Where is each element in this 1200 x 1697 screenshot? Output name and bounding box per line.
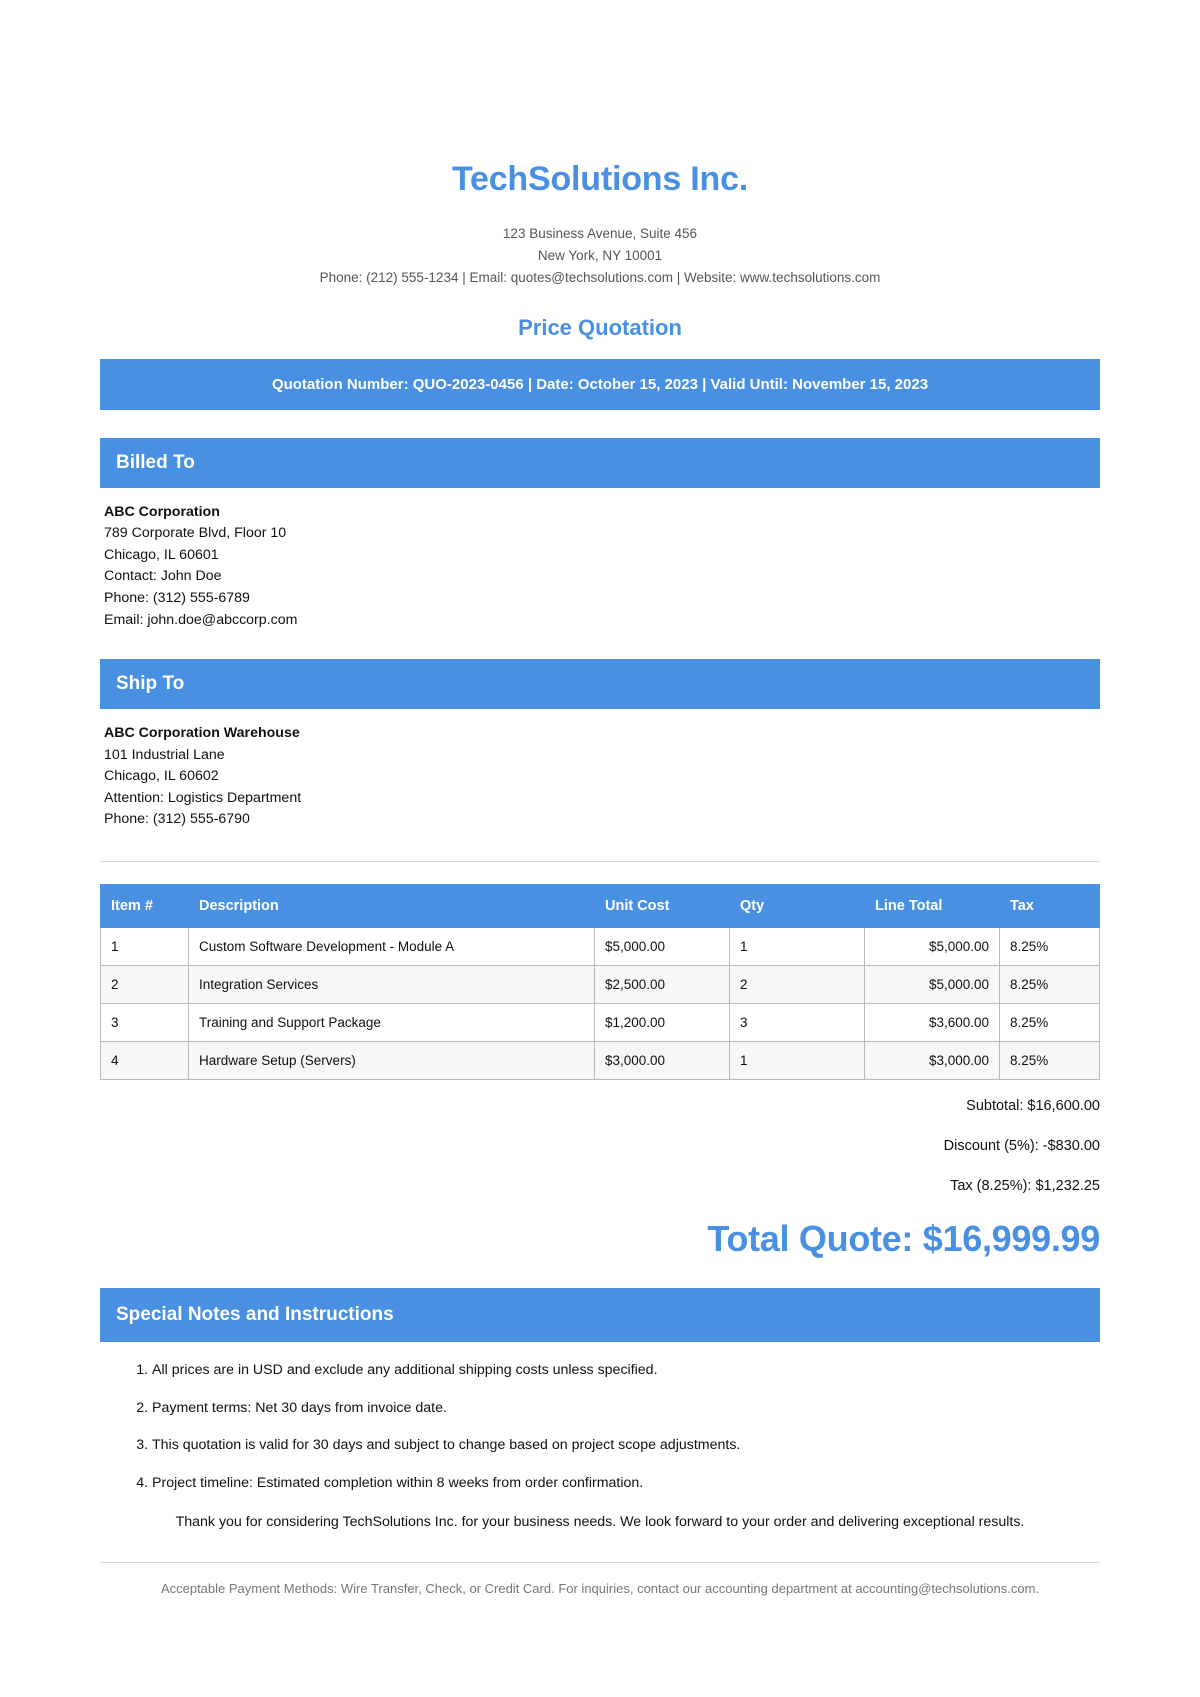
section-divider: [100, 861, 1100, 862]
company-address-line-2: New York, NY 10001: [537, 247, 663, 263]
cell-tax: 8.25%: [1000, 1042, 1100, 1080]
cell-unit-cost: $5,000.00: [595, 928, 730, 966]
cell-tax: 8.25%: [1000, 928, 1100, 966]
column-header-item: Item #: [101, 885, 189, 928]
quotation-info-bar: Quotation Number: QUO-2023-0456 | Date: October 15, 2023 | Valid Until: November 15, 2023: [100, 359, 1100, 410]
cell-item-number: 1: [101, 928, 189, 966]
billed-to-email: Email: john.doe@abccorp.com: [104, 611, 298, 628]
cell-description: Integration Services: [189, 966, 595, 1004]
column-header-tax: Tax: [1000, 885, 1100, 928]
billed-to-contact: Contact: John Doe: [104, 568, 222, 585]
ship-to-org: ABC Corporation Warehouse: [104, 725, 300, 742]
ship-to-address: [100, 709, 1100, 831]
company-contact-block: [100, 223, 1100, 289]
table-row: [101, 1004, 1100, 1042]
company-address-line-1: 123 Business Avenue, Suite 456: [502, 226, 698, 242]
cell-unit-cost: $2,500.00: [595, 966, 730, 1004]
billed-to-address: [100, 488, 1100, 631]
column-header-qty: Qty: [730, 885, 865, 928]
special-notes-heading: Special Notes and Instructions: [100, 1288, 1100, 1342]
cell-qty: 1: [730, 928, 865, 966]
ship-to-attention: Attention: Logistics Department: [104, 789, 302, 806]
cell-line-total: $3,000.00: [865, 1042, 1000, 1080]
company-contact-line: Phone: (212) 555-1234 | Email: quotes@techsolutions.com | Website: www.techsolutions.com: [319, 269, 881, 285]
column-header-line-total: Line Total: [865, 885, 1000, 928]
cell-tax: 8.25%: [1000, 1004, 1100, 1042]
footer-text: Acceptable Payment Methods: Wire Transfer, Check, or Credit Card. For inquiries, contact our accounting department at accounting@techsolutions.com.: [160, 1581, 1040, 1597]
totals-section: [100, 1098, 1100, 1194]
cell-line-total: $5,000.00: [865, 966, 1000, 1004]
column-header-unit-cost: Unit Cost: [595, 885, 730, 928]
cell-line-total: $5,000.00: [865, 928, 1000, 966]
billed-to-line-1: 789 Corporate Blvd, Floor 10: [104, 525, 287, 542]
cell-qty: 3: [730, 1004, 865, 1042]
line-items-table: [100, 884, 1100, 1080]
cell-item-number: 2: [101, 966, 189, 1004]
cell-description: Training and Support Package: [189, 1004, 595, 1042]
billed-to-heading: Billed To: [100, 438, 1100, 488]
ship-to-line-2: Chicago, IL 60602: [104, 768, 219, 785]
cell-unit-cost: $3,000.00: [595, 1042, 730, 1080]
table-header-row: [101, 885, 1100, 928]
thank-you-message: Thank you for considering TechSolutions Inc. for your business needs. We look forward to your order and delivering exceptional results.: [175, 1514, 1025, 1531]
discount-line: Discount (5%): -$830.00: [943, 1138, 1100, 1155]
ship-to-heading: Ship To: [100, 659, 1100, 709]
footer-divider: [100, 1562, 1100, 1563]
table-row: [101, 928, 1100, 966]
list-item: 3. This quotation is valid for 30 days and subject to change based on project scope adjustments.: [152, 1435, 1100, 1456]
cell-qty: 2: [730, 966, 865, 1004]
billed-to-org: ABC Corporation: [104, 503, 220, 520]
table-row: [101, 966, 1100, 1004]
billed-to-line-2: Chicago, IL 60601: [104, 546, 219, 563]
ship-to-phone: Phone: (312) 555-6790: [104, 811, 250, 828]
cell-item-number: 3: [101, 1004, 189, 1042]
cell-item-number: 4: [101, 1042, 189, 1080]
list-item: 1. All prices are in USD and exclude any additional shipping costs unless specified.: [152, 1360, 1100, 1381]
cell-line-total: $3,600.00: [865, 1004, 1000, 1042]
cell-qty: 1: [730, 1042, 865, 1080]
company-name: TechSolutions Inc.: [451, 160, 749, 198]
cell-description: Custom Software Development - Module A: [189, 928, 595, 966]
notes-list: [100, 1360, 1100, 1493]
tax-line: Tax (8.25%): $1,232.25: [950, 1178, 1100, 1195]
table-row: [101, 1042, 1100, 1080]
cell-unit-cost: $1,200.00: [595, 1004, 730, 1042]
billed-to-phone: Phone: (312) 555-6789: [104, 589, 250, 606]
cell-tax: 8.25%: [1000, 966, 1100, 1004]
column-header-description: Description: [189, 885, 595, 928]
cell-description: Hardware Setup (Servers): [189, 1042, 595, 1080]
subtotal-line: Subtotal: $16,600.00: [966, 1098, 1100, 1115]
list-item: 2. Payment terms: Net 30 days from invoice date.: [152, 1398, 1100, 1419]
document-title: Price Quotation: [518, 314, 682, 340]
list-item: 4. Project timeline: Estimated completion within 8 weeks from order confirmation.: [152, 1473, 1100, 1494]
ship-to-line-1: 101 Industrial Lane: [104, 746, 225, 763]
total-quote: Total Quote: $16,999.99: [707, 1218, 1100, 1260]
